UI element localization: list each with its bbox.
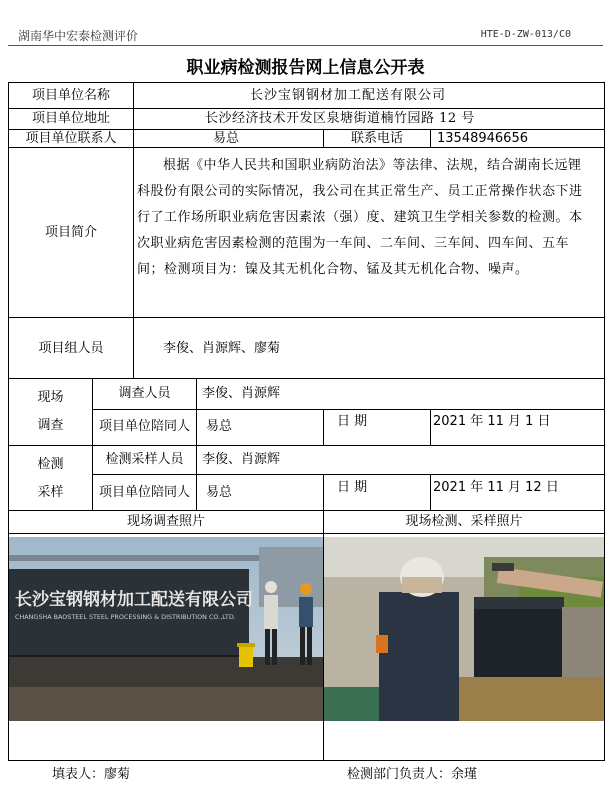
survey-photo-caption: 现场调查照片: [126, 514, 205, 529]
team-label: 项目组人员: [38, 341, 104, 356]
unit-address-value: 长沙经济技术开发区泉塘街道楠竹园路 12 号: [205, 111, 475, 126]
sampling-escort-value: 易总: [206, 485, 233, 500]
intro-text: 根据《中华人民共和国职业病防治法》等法律、法规，结合湖南长远锂科股份有限公司的实际情况，我公司在其正常生产、员工正常操作状态下进行了工作场所职业病危害因素浓（强）度、建筑卫生学相关参数的检测。本次职业病危害因素检测的范围为一车间、二车间、三车间、四车间、五车间；检测项目为：镍及其无机化合物、锰及其无机化合物、噪声。: [137, 158, 583, 277]
sampling-label-line1: 检测: [37, 457, 64, 472]
sign-chinese: 长沙宝钢钢材加工配送有限公司: [15, 590, 253, 610]
survey-date-label: 日 期: [337, 414, 368, 429]
header-doc-code: HTE-D-ZW-013/C0: [480, 29, 571, 40]
phone-value: 13548946656: [437, 131, 528, 146]
sampler-label: 检测采样人员: [105, 452, 184, 467]
survey-escort-value: 易总: [206, 419, 233, 434]
sampling-date-label: 日 期: [337, 480, 368, 495]
team-value: 李俊、肖源辉、廖菊: [163, 341, 281, 356]
survey-label-line1: 现场: [37, 390, 64, 405]
sampling-photo: [324, 537, 604, 721]
unit-name-value: 长沙宝钢钢材加工配送有限公司: [250, 88, 447, 103]
header-org: 湖南华中宏泰检测评价: [18, 29, 139, 43]
unit-name-label: 项目单位名称: [31, 88, 110, 103]
sign-english: CHANGSHA BAOSTEEL STEEL PROCESSING & DISTRIBUTION CO.,LTD.: [15, 613, 236, 621]
sampling-photo-caption: 现场检测、采样照片: [405, 514, 523, 529]
phone-label: 联系电话: [350, 131, 403, 146]
page-title: 职业病检测报告网上信息公开表: [186, 58, 425, 78]
intro-label: 项目简介: [44, 225, 97, 240]
department-head: 检测部门负责人：余瑾: [347, 767, 478, 782]
sampling-label-line2: 采样: [37, 485, 64, 500]
unit-address-label: 项目单位地址: [31, 111, 110, 126]
investigator-label: 调查人员: [118, 386, 171, 401]
survey-photo: [9, 537, 323, 721]
survey-date-value: 2021 年 11 月 1 日: [433, 414, 551, 429]
contact-label: 项目单位联系人: [25, 131, 117, 146]
sampling-escort-label: 项目单位陪同人: [98, 485, 190, 500]
contact-value: 易总: [213, 131, 240, 146]
survey-escort-label: 项目单位陪同人: [98, 419, 190, 434]
sampling-date-value: 2021 年 11 月 12 日: [433, 480, 559, 495]
investigator-value: 李俊、肖源辉: [202, 386, 281, 401]
survey-label-line2: 调查: [37, 418, 64, 433]
form-filler: 填表人：廖菊: [52, 767, 131, 782]
sampler-value: 李俊、肖源辉: [202, 452, 281, 467]
